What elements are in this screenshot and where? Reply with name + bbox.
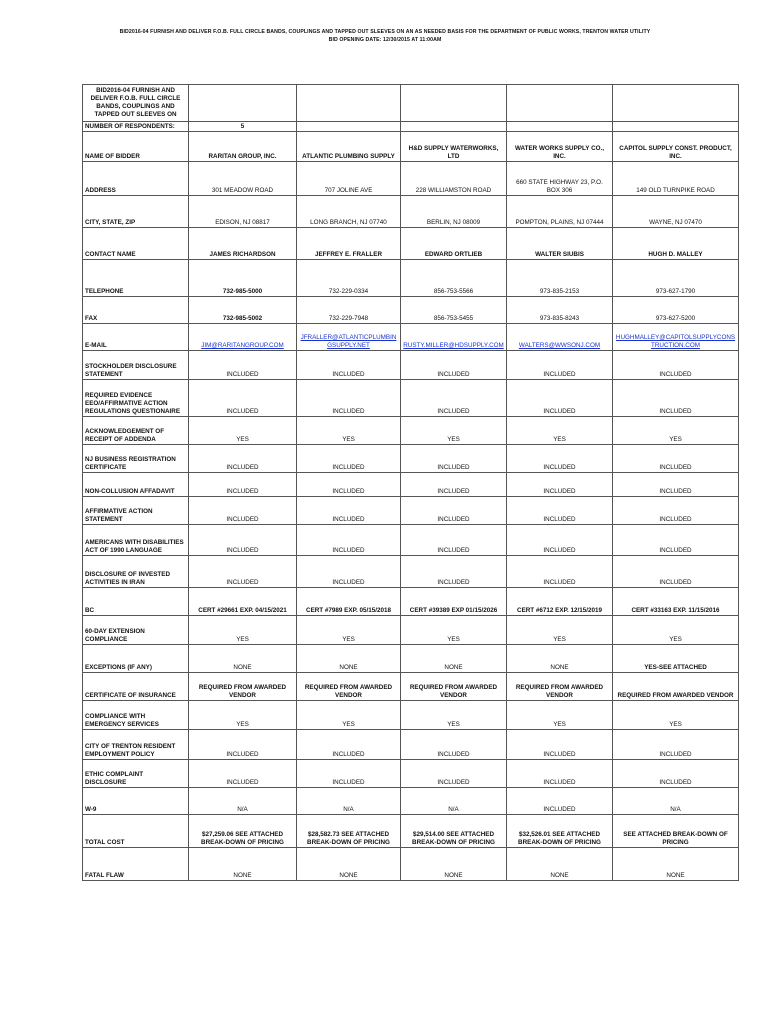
bidder-value-cell: REQUIRED FROM AWARDED VENDOR	[507, 673, 613, 701]
bidder-value-cell: INCLUDED	[507, 473, 613, 497]
bidder-value-cell: INCLUDED	[613, 730, 739, 760]
table-row	[83, 228, 739, 260]
bidder-value-cell: INCLUDED	[507, 788, 613, 815]
bidder-value-cell: NONE	[297, 848, 401, 881]
bidder-value-cell: INCLUDED	[507, 497, 613, 525]
bidder-value-cell: CERT #39389 EXP 01/15/2026	[401, 588, 507, 616]
row-label: CITY OF TRENTON RESIDENT EMPLOYMENT POLICY	[83, 730, 189, 760]
bidder-value-cell: BERLIN, NJ 08009	[401, 196, 507, 228]
bidder-value-cell: INCLUDED	[297, 525, 401, 556]
table-row	[83, 848, 739, 881]
bidder-value-cell: $29,514.00 SEE ATTACHED BREAK-DOWN OF PRICING	[401, 815, 507, 848]
bidder-value-cell: YES	[189, 616, 297, 645]
table-row	[83, 556, 739, 588]
email-link[interactable]: WALTERS@WWSONJ.COM	[507, 324, 613, 351]
table-row	[83, 417, 739, 445]
bidder-value-cell: INCLUDED	[507, 351, 613, 380]
table-row	[83, 473, 739, 497]
bidder-value-cell: NONE	[401, 848, 507, 881]
bidder-value-cell: YES	[401, 417, 507, 445]
bidder-value-cell: WATER WORKS SUPPLY CO., INC.	[507, 132, 613, 162]
bidder-value-cell: $28,582.73 SEE ATTACHED BREAK-DOWN OF PRICING	[297, 815, 401, 848]
bidder-value-cell: INCLUDED	[401, 525, 507, 556]
bidder-value-cell: INCLUDED	[507, 525, 613, 556]
bidder-value-cell: HUGH D. MALLEY	[613, 228, 739, 260]
bidder-value-cell: INCLUDED	[401, 445, 507, 473]
row-label: FAX	[83, 297, 189, 324]
table-row	[83, 645, 739, 673]
bidder-value-cell: INCLUDED	[613, 351, 739, 380]
bidder-value-cell: 856-753-5566	[401, 260, 507, 297]
bidder-value-cell: CAPITOL SUPPLY CONST. PRODUCT, INC.	[613, 132, 739, 162]
email-link[interactable]: JIM@RARITANGROUP.COM	[189, 324, 297, 351]
row-label: ETHIC COMPLAINT DISCLOSURE	[83, 760, 189, 788]
table-row	[83, 788, 739, 815]
bidder-value-cell: REQUIRED FROM AWARDED VENDOR	[401, 673, 507, 701]
title-row	[83, 85, 739, 122]
bidder-value-cell: INCLUDED	[613, 556, 739, 588]
bidder-value-cell: YES	[297, 701, 401, 730]
bidder-value-cell: INCLUDED	[401, 556, 507, 588]
respondents-count: 5	[189, 122, 297, 132]
row-label: TELEPHONE	[83, 260, 189, 297]
bidder-value-cell: INCLUDED	[297, 730, 401, 760]
bidder-value-cell: 660 STATE HIGHWAY 23, P.O. BOX 306	[507, 162, 613, 196]
bidder-value-cell: N/A	[297, 788, 401, 815]
bidder-value-cell: NONE	[507, 848, 613, 881]
row-label: AMERICANS WITH DISABILITIES ACT OF 1990 LANGUAGE	[83, 525, 189, 556]
row-label: EXCEPTIONS (IF ANY)	[83, 645, 189, 673]
bidder-value-cell: INCLUDED	[189, 473, 297, 497]
row-label: ADDRESS	[83, 162, 189, 196]
row-label: CONTACT NAME	[83, 228, 189, 260]
bidder-value-cell: 973-835-2153	[507, 260, 613, 297]
row-label: FATAL FLAW	[83, 848, 189, 881]
table-row	[83, 815, 739, 848]
table-row	[83, 497, 739, 525]
respondents-label: NUMBER OF RESPONDENTS:	[83, 122, 189, 132]
bidder-value-cell: $32,526.01 SEE ATTACHED BREAK-DOWN OF PRICING	[507, 815, 613, 848]
row-label: AFFIRMATIVE ACTION STATEMENT	[83, 497, 189, 525]
row-label: W-9	[83, 788, 189, 815]
bidder-value-cell: YES	[613, 417, 739, 445]
table-row	[83, 616, 739, 645]
bidder-value-cell: YES	[297, 417, 401, 445]
bidder-value-cell: RARITAN GROUP, INC.	[189, 132, 297, 162]
bidder-value-cell: INCLUDED	[189, 351, 297, 380]
bidder-value-cell: SEE ATTACHED BREAK-DOWN OF PRICING	[613, 815, 739, 848]
bidder-value-cell: INCLUDED	[189, 445, 297, 473]
bidder-value-cell: NONE	[189, 645, 297, 673]
bid-tabulation-table	[82, 84, 739, 881]
email-link[interactable]: JFRALLER@ATLANTICPLUMBINGSUPPLY.NET	[297, 324, 401, 351]
bidder-value-cell: INCLUDED	[401, 760, 507, 788]
row-label: TOTAL COST	[83, 815, 189, 848]
bidder-value-cell: INCLUDED	[401, 497, 507, 525]
bidder-value-cell: INCLUDED	[507, 445, 613, 473]
bidder-value-cell: 973-835-8243	[507, 297, 613, 324]
bidder-value-cell: INCLUDED	[507, 556, 613, 588]
bidder-value-cell: 732-985-5000	[189, 260, 297, 297]
bidder-value-cell: INCLUDED	[297, 351, 401, 380]
bidder-value-cell: 732-985-5002	[189, 297, 297, 324]
bidder-value-cell: INCLUDED	[189, 525, 297, 556]
bidder-value-cell: INCLUDED	[297, 556, 401, 588]
bid-opening-date: BID OPENING DATE: 12/30/2015 AT 11:00AM	[328, 37, 442, 43]
bidder-value-cell: INCLUDED	[401, 380, 507, 417]
row-label: BC	[83, 588, 189, 616]
bidder-value-cell: N/A	[613, 788, 739, 815]
bidder-value-cell: INCLUDED	[613, 380, 739, 417]
bid-title-cell: BID2016-04 FURNISH AND DELIVER F.O.B. FULL CIRCLE BANDS, COUPLINGS AND TAPPED OUT SLEEVES ON	[83, 85, 189, 122]
bidder-value-cell: INCLUDED	[401, 473, 507, 497]
bidder-value-cell: INCLUDED	[507, 760, 613, 788]
table-row	[83, 588, 739, 616]
bidder-value-cell: REQUIRED FROM AWARDED VENDOR	[297, 673, 401, 701]
bidder-value-cell: YES	[613, 701, 739, 730]
bidder-value-cell: 149 OLD TURNPIKE ROAD	[613, 162, 739, 196]
bidder-value-cell: 707 JOLINE AVE	[297, 162, 401, 196]
row-label: CERTIFICATE OF INSURANCE	[83, 673, 189, 701]
row-label: NAME OF BIDDER	[83, 132, 189, 162]
bidder-value-cell: INCLUDED	[613, 497, 739, 525]
row-label: REQUIRED EVIDENCE EEO/AFFIRMATIVE ACTION REGULATIONS QUESTIONAIRE	[83, 380, 189, 417]
bidder-value-cell: EDWARD ORTLIEB	[401, 228, 507, 260]
bidder-value-cell: INCLUDED	[297, 497, 401, 525]
bidder-value-cell: CERT #33163 EXP. 11/15/2016	[613, 588, 739, 616]
table-row	[83, 162, 739, 196]
table-row	[83, 196, 739, 228]
bidder-value-cell: WALTER SIUBIS	[507, 228, 613, 260]
bidder-value-cell: REQUIRED FROM AWARDED VENDOR	[613, 673, 739, 701]
bidder-value-cell: 228 WILLIAMSTON ROAD	[401, 162, 507, 196]
table-row	[83, 525, 739, 556]
bidder-value-cell: YES	[613, 616, 739, 645]
bidder-value-cell: INCLUDED	[189, 760, 297, 788]
row-label: E-MAIL	[83, 324, 189, 351]
bidder-value-cell: NONE	[613, 848, 739, 881]
bidder-value-cell: YES	[189, 417, 297, 445]
row-label: 60-DAY EXTENSION COMPLIANCE	[83, 616, 189, 645]
bidder-value-cell: INCLUDED	[613, 445, 739, 473]
bidder-value-cell: INCLUDED	[297, 473, 401, 497]
table-row	[83, 701, 739, 730]
bidder-value-cell: INCLUDED	[613, 760, 739, 788]
bidder-value-cell: YES	[507, 417, 613, 445]
bidder-value-cell: 301 MEADOW ROAD	[189, 162, 297, 196]
row-label: NON-COLLUSION AFFADAVIT	[83, 473, 189, 497]
bidder-value-cell: YES	[297, 616, 401, 645]
email-link[interactable]: HUGHMALLEY@CAPITOLSUPPLYCONSTRUCTION.COM	[613, 324, 739, 351]
bidder-value-cell: INCLUDED	[189, 556, 297, 588]
table-row	[83, 673, 739, 701]
bidder-value-cell: INCLUDED	[613, 473, 739, 497]
row-label: DISCLOSURE OF INVESTED ACTIVITIES IN IRAN	[83, 556, 189, 588]
row-label: NJ BUSINESS REGISTRATION CERTIFICATE	[83, 445, 189, 473]
bidder-value-cell: N/A	[189, 788, 297, 815]
bidder-value-cell: YES	[401, 701, 507, 730]
bidder-value-cell: 973-627-5200	[613, 297, 739, 324]
table-row	[83, 260, 739, 297]
bidder-value-cell: INCLUDED	[189, 730, 297, 760]
row-label: CITY, STATE, ZIP	[83, 196, 189, 228]
bidder-value-cell: YES	[401, 616, 507, 645]
bidder-value-cell: 732-229-0334	[297, 260, 401, 297]
row-label: ACKNOWLEDGEMENT OF RECEIPT OF ADDENDA	[83, 417, 189, 445]
bidder-value-cell: INCLUDED	[189, 380, 297, 417]
bidder-value-cell: INCLUDED	[507, 380, 613, 417]
bidder-value-cell: INCLUDED	[297, 760, 401, 788]
bidder-value-cell: 973-627-1790	[613, 260, 739, 297]
table-row	[83, 380, 739, 417]
respondents-row	[83, 122, 739, 132]
bidder-value-cell: INCLUDED	[401, 351, 507, 380]
bidder-value-cell: JAMES RICHARDSON	[189, 228, 297, 260]
bidder-value-cell: 732-229-7948	[297, 297, 401, 324]
table-row	[83, 324, 739, 351]
bidder-value-cell: H&D SUPPLY WATERWORKS, LTD	[401, 132, 507, 162]
bidder-value-cell: INCLUDED	[507, 730, 613, 760]
bidder-value-cell: INCLUDED	[613, 525, 739, 556]
bidder-value-cell: EDISON, NJ 08817	[189, 196, 297, 228]
bidder-value-cell: YES	[507, 701, 613, 730]
bidder-value-cell: JEFFREY E. FRALLER	[297, 228, 401, 260]
bidder-value-cell: NONE	[507, 645, 613, 673]
bidder-value-cell: INCLUDED	[401, 730, 507, 760]
bidder-value-cell: CERT #7989 EXP. 05/15/2018	[297, 588, 401, 616]
bidder-value-cell: LONG BRANCH, NJ 07740	[297, 196, 401, 228]
email-link[interactable]: RUSTY.MILLER@HDSUPPLY.COM	[401, 324, 507, 351]
bidder-value-cell: INCLUDED	[297, 445, 401, 473]
table-row	[83, 445, 739, 473]
table-row	[83, 730, 739, 760]
bidder-value-cell: WAYNE, NJ 07470	[613, 196, 739, 228]
document-heading: BID2016-04 FURNISH AND DELIVER F.O.B. FULL CIRCLE BANDS, COUPLINGS AND TAPPED OUT SLEEVES ON AN AS NEEDED BASIS FOR THE DEPARTMENT OF PUBLIC WORKS, TRENTON WATER UTILITY	[119, 29, 651, 35]
table-row	[83, 297, 739, 324]
bidder-value-cell: INCLUDED	[297, 380, 401, 417]
table-row	[83, 132, 739, 162]
bidder-value-cell: CERT #6712 EXP. 12/15/2019	[507, 588, 613, 616]
bidder-value-cell: YES-SEE ATTACHED	[613, 645, 739, 673]
table-row	[83, 351, 739, 380]
bidder-value-cell: $27,259.06 SEE ATTACHED BREAK-DOWN OF PRICING	[189, 815, 297, 848]
bidder-value-cell: POMPTON, PLAINS, NJ 07444	[507, 196, 613, 228]
bidder-value-cell: YES	[189, 701, 297, 730]
bidder-value-cell: NONE	[297, 645, 401, 673]
bidder-value-cell: 856-753-5455	[401, 297, 507, 324]
bidder-value-cell: YES	[507, 616, 613, 645]
bidder-value-cell: CERT #29661 EXP. 04/15/2021	[189, 588, 297, 616]
row-label: COMPLIANCE WITH EMERGENCY SERVICES	[83, 701, 189, 730]
bidder-value-cell: REQUIRED FROM AWARDED VENDOR	[189, 673, 297, 701]
bidder-value-cell: NONE	[189, 848, 297, 881]
row-label: STOCKHOLDER DISCLOSURE STATEMENT	[83, 351, 189, 380]
bidder-value-cell: ATLANTIC PLUMBING SUPPLY	[297, 132, 401, 162]
bidder-value-cell: N/A	[401, 788, 507, 815]
bidder-value-cell: INCLUDED	[189, 497, 297, 525]
bidder-value-cell: NONE	[401, 645, 507, 673]
table-row	[83, 760, 739, 788]
